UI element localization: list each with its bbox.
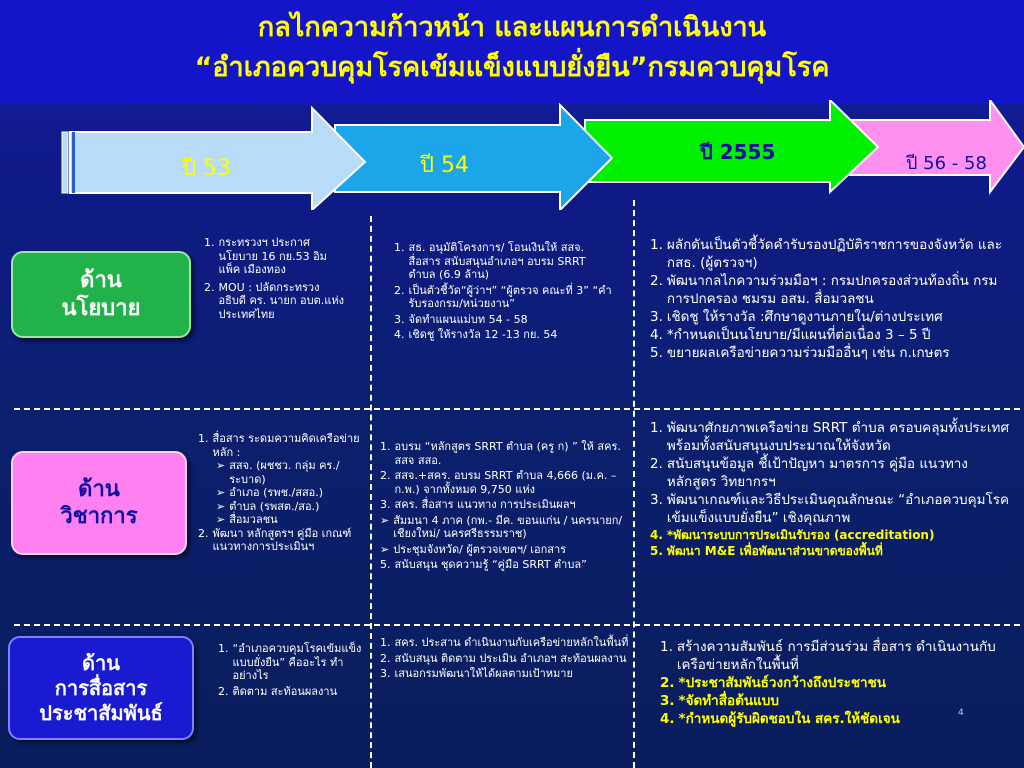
item-text: สนับสนุนข้อมูล ชี้เป้าปัญหา มาตรการ คู่มือ แนวทาง หลักสูตร วิทยากรฯ [666,456,968,490]
item-text: สคร. สื่อสาร แนวทาง การประเมินผลฯ [394,498,576,511]
list-item [380,514,630,541]
item-number: 3. [380,667,391,680]
arrow-bullet-icon: ➢ [216,459,226,472]
item-text: เชิดชู ให้รางวัล 12 -13 กย. 54 [408,328,558,341]
list-item [650,419,1016,455]
item-number: 1. [660,639,673,655]
item-number: 2. [394,283,405,297]
item-number: 2. [198,526,209,540]
item-text: *พัฒนาระบบการประเมินรับรอง (accreditation) [666,528,935,542]
item-text: เป็นตัวชี้วัด“ผู้ว่าฯ” “ผู้ตรวจ คณะที่ 3” “คำรับรองกรม/หน่วยงาน” [408,283,612,310]
item-text: สร้างความสัมพันธ์ การมีส่วนร่วม สื่อสาร ดำเนินงานกับเครือข่ายหลักในพื้นที่ [676,639,996,673]
timeline-arrows [0,100,1024,210]
policy-y53-list [204,236,344,321]
item-text: ประชุมจังหวัด/ ผู้ตรวจเขตฯ/ เอกสาร [393,542,567,556]
item-number: 3. [650,492,663,508]
list-item [650,308,1016,326]
list-item [204,281,344,322]
item-text: พัฒนา หลักสูตรฯ คู่มือ เกณฑ์ แนวทางการประเมินฯ [212,526,352,553]
item-number: 2. [204,280,215,294]
item-text: “อำเภอควบคุมโรคเข้มแข็งแบบยั่งยืน” คืออะไร ทำอย่างไร [232,642,362,682]
column-divider [633,200,635,768]
item-number: 5. [650,345,663,361]
list-item [380,558,630,572]
item-number: 1. [650,420,663,436]
item-text: สธ. อนุมัติโครงการ/ โอนเงินให้ สสจ. สื่อสาร สนับสนุนอำเภอฯ อบรม SRRT ตำบล (6.9 ล้าน) [408,241,586,281]
page-subtitle: “อำเภอควบคุมโรคเข้มแข็งแบบยั่งยืน”กรมควบคุมโรค [194,52,830,83]
row-divider [14,624,1020,626]
list-item [380,636,630,650]
item-number: 2. [660,675,675,691]
list-item [218,685,368,699]
communication-y53-list [218,642,368,698]
item-text: เชิดชู ให้รางวัล :ศึกษาดูงานภายใน/ต่างประเทศ [666,309,943,325]
policy-y55-list [650,236,1016,362]
item-text: *กำหนดผู้รับผิดชอบใน สคร.ให้ชัดเจน [678,711,900,727]
list-item [660,710,1000,728]
communication-y55-list [660,638,1000,728]
item-text: สนับสนุน ติดตาม ประเมิน อำเภอฯ สะท้อนผลงาน [394,651,627,665]
item-number: 1. [394,241,405,254]
item-number: 4. [394,328,405,341]
list-item [650,272,1016,308]
category-communication [8,636,194,740]
item-text: ขยายผลเครือข่ายความร่วมมืออื่นๆ เช่น ก.เกษตร [666,345,950,361]
title-band [0,0,1024,104]
item-text: จัดทำแผนแม่บท 54 - 58 [408,312,528,326]
list-item [204,236,344,277]
item-number: 3. [650,309,663,325]
list-item [394,313,612,327]
item-number: 4. [650,327,663,343]
item-text: สนับสนุน ชุดความรู้ “คู่มือ SRRT ตำบล” [394,558,587,571]
list-item [380,469,630,496]
item-text: สสจ.+สคร. อบรม SRRT ตำบล 4,666 (ม.ค. – ก.พ.) จากทั้งหมด 9,750 แห่ง [394,469,617,496]
list-item [218,642,368,683]
item-number: 1. [380,636,391,649]
item-text: สื่อสาร ระดมความคิดเครือข่ายหลัก : [212,432,360,459]
row-divider [14,408,1020,410]
item-text: พัฒนากลไกความร่วมมือฯ : กรมปกครองส่วนท้องถิ่น กรมการปกครอง ชมรม อสม. สื่อมวลชน [666,273,998,307]
list-item [394,241,612,282]
timeline-label-56-58: ปี 56 - 58 [906,153,987,174]
item-text: พัฒนา M&E เพื่อพัฒนาส่วนขาดของพื้นที่ [666,544,883,558]
item-text: สื่อมวลชน [229,513,278,526]
list-item [380,498,630,512]
list-item [198,432,366,459]
list-item [650,543,1016,559]
column-divider [370,216,372,768]
item-text: อำเภอ (รพช./สสอ.) [229,486,324,499]
timeline-label-2555: ปี 2555 [700,140,776,164]
list-item [650,236,1016,272]
academic-y54-list [380,440,630,572]
item-text: สคร. ประสาน ดำเนินงานกับเครือข่ายหลักในพื้นที่ [394,636,629,649]
list-item [380,652,630,666]
policy-y54-list [394,241,612,342]
arrow-bullet-icon: ➢ [216,513,226,526]
item-number: 1. [380,440,391,453]
list-item [660,638,1000,674]
communication-y54-list [380,636,630,681]
item-text: สสจ. (ผชชว. กลุ่ม คร./ระบาด) [229,459,340,486]
sub-item [198,513,366,527]
item-text: สัมมนา 4 ภาค (กพ.- มีค. ขอนแก่น / นครนายก/ เชียงใหม่/ นครศรีธรรมราช) [393,513,623,540]
item-number: 2. [380,651,391,665]
list-item [650,326,1016,344]
timeline-arrow-53-stripe [62,132,68,193]
item-number: 3. [660,693,675,709]
category-academic-line1: ด้าน [78,476,120,502]
timeline-arrow-54 [335,105,612,210]
category-communication-line1: ด้าน [82,650,120,675]
category-academic-line2: วิชาการ [60,504,138,529]
timeline-arrow-53-stripe [72,132,75,193]
category-policy-line2: นโยบาย [61,295,141,321]
timeline-label-54: ปี 54 [420,153,469,178]
item-number: 2. [650,273,663,289]
arrow-bullet-icon: ➢ [380,513,390,527]
academic-y53-list [198,432,366,554]
list-item [650,455,1016,491]
item-text: พัฒนาศักยภาพเครือข่าย SRRT ตำบล ครอบคลุมทั้งประเทศ พร้อมทั้งสนับสนุนงบประมาณให้จังหวัด [666,420,1010,454]
category-communication-line3: ประชาสัมพันธ์ [39,700,163,725]
item-text: กระทรวงฯ ประกาศนโยบาย 16 กย.53 อิมแพ็ค เมืองทอง [218,236,327,276]
item-number: 2. [218,684,229,698]
item-number: 1. [198,432,209,445]
arrow-bullet-icon: ➢ [216,499,226,513]
item-number: 2. [380,469,391,482]
item-text: เสนอกรมพัฒนาให้ได้ผลตามเป้าหมาย [394,667,573,680]
item-text: อบรม “หลักสูตร SRRT ตำบล (ครู ก) ” ให้ สคร. สสจ สสอ. [394,440,621,467]
item-number: 3. [394,312,405,326]
page-title: กลไกความก้าวหน้า และแผนการดำเนินงาน [257,12,767,43]
category-communication-line2: การสื่อสาร [54,675,148,700]
category-academic [11,451,187,555]
item-text: *กำหนดเป็นนโยบาย/มีแผนที่ต่อเนื่อง 3 – 5 ปี [666,327,931,343]
sub-item [198,459,366,486]
item-number: 3. [380,498,391,511]
list-item [650,527,1016,543]
item-text: พัฒนาเกณฑ์และวิธีประเมินคุณลักษณะ “อำเภอควบคุมโรคเข้มแข็งแบบยั่งยืน” เชิงคุณภาพ [666,492,1010,526]
list-item [380,543,630,557]
item-number: 1. [218,642,229,655]
item-text: ตำบล (รพสต./สอ.) [229,499,320,513]
arrow-bullet-icon: ➢ [216,486,226,499]
list-item [394,328,612,342]
page-number: 4 [958,708,964,718]
item-number: 5. [380,558,391,571]
sub-item [198,500,366,514]
category-policy [11,251,191,338]
academic-y55-list [650,419,1016,559]
item-number: 4. [660,711,675,727]
timeline-label-53: ปี 53 [182,156,231,181]
item-text: *ประชาสัมพันธ์วงกว้างถึงประชาชน [678,675,886,691]
item-number: 1. [204,236,215,249]
arrow-bullet-icon: ➢ [380,542,390,556]
item-number: 2. [650,456,663,472]
item-text: ติดตาม สะท้อนผลงาน [232,684,338,698]
sub-item [198,486,366,500]
list-item [660,692,1000,710]
category-policy-line1: ด้าน [80,268,122,293]
list-item [660,674,1000,692]
list-item [650,491,1016,527]
item-number: 1. [650,237,663,253]
list-item [650,344,1016,362]
list-item [394,284,612,311]
item-text: *จัดทำสื่อต้นแบบ [678,693,779,709]
list-item [380,440,630,467]
item-text: MOU : ปลัดกระทรวง อธิบดี คร. นายก อบต.แห่งประเทศไทย [218,280,344,321]
list-item [380,667,630,681]
item-number: 4. [650,528,663,542]
item-number: 5. [650,544,663,558]
item-text: ผลักดันเป็นตัวชี้วัดคำรับรองปฏิบัติราชการของจังหวัด และ กสธ. (ผู้ตรวจฯ) [666,237,1003,271]
list-item [198,527,366,554]
